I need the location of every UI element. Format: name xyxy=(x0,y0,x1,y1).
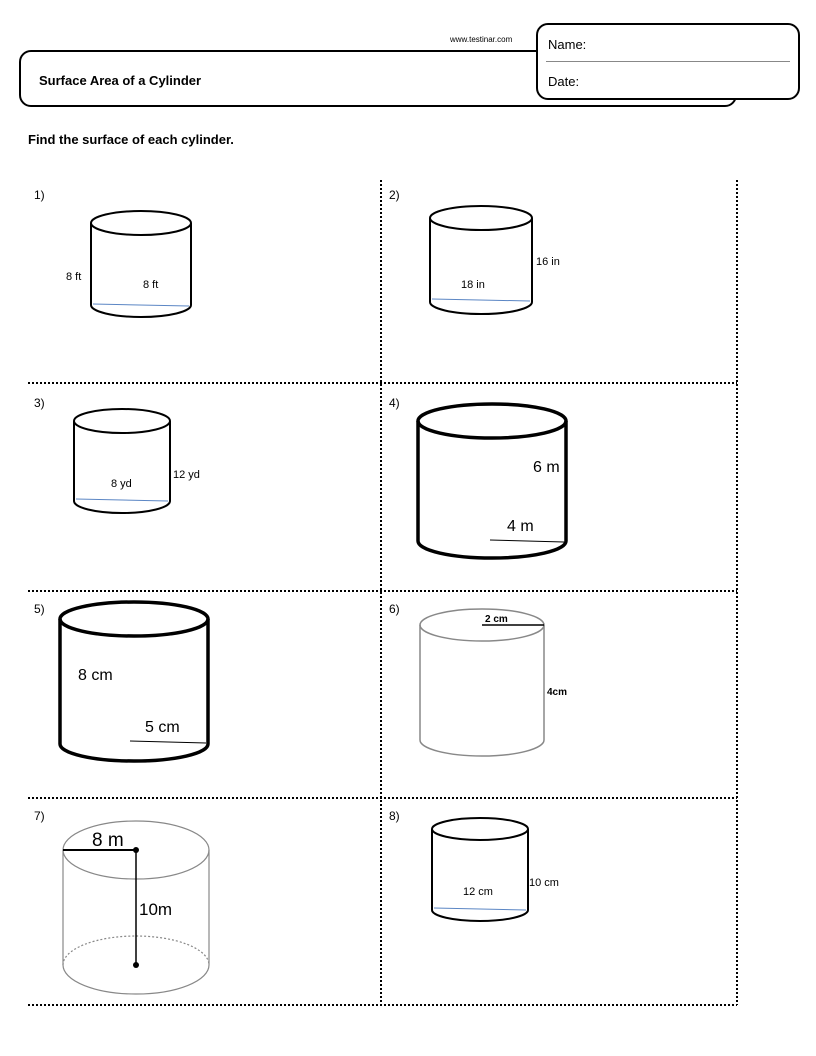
problem-number-8: 8) xyxy=(389,809,400,823)
site-url: www.testinar.com xyxy=(450,35,513,44)
cylinder-1-radius-label: 8 ft xyxy=(143,279,159,291)
cylinder-3-radius-label: 8 yd xyxy=(111,478,132,490)
cylinder-7 xyxy=(63,821,209,994)
cylinder-1 xyxy=(91,211,191,317)
cylinder-3 xyxy=(74,409,170,513)
cylinder-2 xyxy=(430,206,532,314)
problem-number-1: 1) xyxy=(34,188,45,202)
cylinder-8-radius-label: 12 cm xyxy=(463,886,493,898)
cylinder-7-radius-label: 8 m xyxy=(92,830,124,851)
cylinder-4-height-label: 6 m xyxy=(533,459,560,476)
cylinder-5-height-label: 8 cm xyxy=(78,667,113,684)
worksheet-title: Surface Area of a Cylinder xyxy=(39,73,202,88)
cylinder-6-radius-label: 2 cm xyxy=(485,614,508,625)
cylinder-4-radius-label: 4 m xyxy=(507,518,534,535)
problem-number-7: 7) xyxy=(34,809,45,823)
problem-number-6: 6) xyxy=(389,602,400,616)
cylinder-5-radius-label: 5 cm xyxy=(145,719,180,736)
instructions: Find the surface of each cylinder. xyxy=(28,132,234,147)
cylinder-6 xyxy=(420,609,544,756)
cylinder-1-height-label: 8 ft xyxy=(66,271,82,283)
problem-number-2: 2) xyxy=(389,188,400,202)
cylinder-6-height-label: 4cm xyxy=(547,687,568,698)
name-label: Name: xyxy=(548,37,587,52)
cylinder-8 xyxy=(432,818,528,921)
cylinder-8-height-label: 10 cm xyxy=(529,877,559,889)
cylinder-2-radius-label: 18 in xyxy=(461,279,485,291)
date-label: Date: xyxy=(548,74,580,89)
cylinder-2-height-label: 16 in xyxy=(536,256,560,268)
problem-number-5: 5) xyxy=(34,602,45,616)
cylinder-3-height-label: 12 yd xyxy=(173,469,200,481)
problem-number-3: 3) xyxy=(34,396,45,410)
problem-number-4: 4) xyxy=(389,396,400,410)
cylinder-4 xyxy=(418,404,566,558)
cylinder-7-height-label: 10m xyxy=(139,900,173,919)
